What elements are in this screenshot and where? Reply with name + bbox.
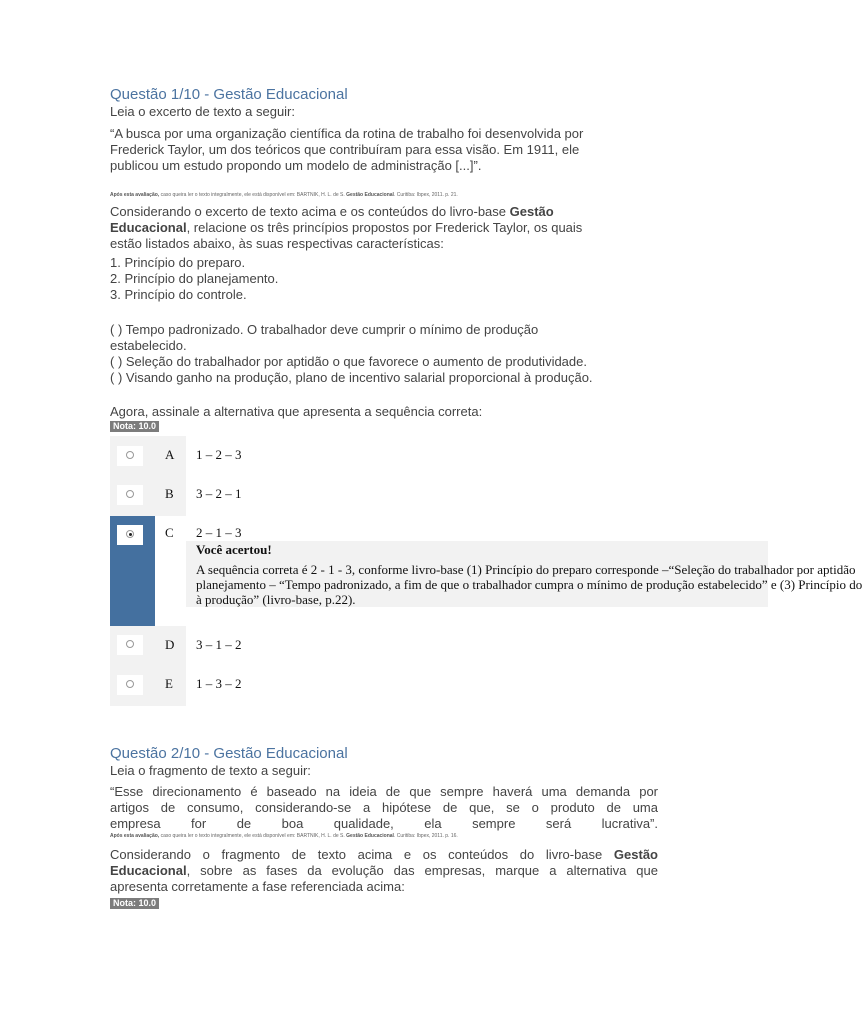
option-text[interactable]: 2 – 1 – 3: [196, 525, 242, 540]
prompt-book-title: Educacional: [110, 220, 187, 235]
quote-line: “Esse direcionamento é baseado na ideia de que sempre haverá uma demanda por: [110, 784, 658, 799]
list-item: ( ) Seleção do trabalhador por aptidão o que favorece o aumento de produtividade.: [110, 354, 587, 369]
option-text[interactable]: 3 – 2 – 1: [196, 486, 242, 501]
option-letter: A: [165, 447, 175, 462]
prompt-book-title: Gestão: [613, 847, 658, 862]
feedback-text: [196, 562, 862, 607]
question-1-title: Questão 1/10 - Gestão Educacional: [110, 86, 348, 103]
option-letter: C: [165, 525, 174, 540]
citation-tail: . Curitiba: Ibpex, 2011. p. 16.: [393, 833, 458, 839]
question-2-title: Questão 2/10 - Gestão Educacional: [110, 745, 348, 762]
option-b-letter-cell: [155, 476, 186, 516]
quote-line: “A busca por uma organização científica da rotina de trabalho foi desenvolvida por: [110, 126, 584, 141]
option-letter: E: [165, 676, 173, 691]
prompt-text: Considerando o fragmento de texto acima e os conteúdos do livro-base: [110, 847, 614, 862]
option-a-radio-cell[interactable]: [110, 436, 155, 476]
prompt-text: apresenta corretamente a fase referenciada acima:: [110, 879, 405, 894]
citation-text: caso queira ler o texto integralmente, ele está disponível em: BARTNIK, H. L. de S.: [159, 833, 347, 839]
quote-line: Frederick Taylor, um dos teóricos que contribuíram para essa visão. Em 1911, ele: [110, 142, 580, 157]
prompt-book-title: Educacional: [110, 863, 187, 878]
citation-book: Gestão Educacional: [346, 192, 394, 198]
quote-line: publicou um estudo propondo um modelo de administração [...]”.: [110, 158, 482, 173]
prompt-text: , sobre as fases da evolução das empresas, marque a alternativa que: [186, 863, 658, 878]
question-1-citation: [110, 192, 458, 198]
principles-list: [110, 255, 278, 303]
citation-book: Gestão Educacional: [346, 833, 394, 839]
feedback-title: Você acertou!: [196, 542, 272, 557]
feedback-line: à produção” (livro-base, p.22).: [196, 592, 356, 607]
option-text[interactable]: 1 – 2 – 3: [196, 447, 242, 462]
quote-line: empresa for de boa qualidade, ela sempre será lucrativa”.: [110, 816, 658, 831]
option-b-radio-cell[interactable]: [110, 476, 155, 516]
citation-text: caso queira ler o texto integralmente, ele está disponível em: BARTNIK, H. L. de S.: [159, 192, 347, 198]
radio-button[interactable]: [126, 490, 134, 498]
option-c-letter-cell: [155, 516, 186, 626]
option-a-letter-cell: [155, 436, 186, 476]
grade-badge: Nota: 10.0: [110, 898, 159, 909]
option-e-radio-cell[interactable]: [110, 666, 155, 706]
citation-lead: Após esta avaliação,: [110, 192, 160, 198]
feedback-line: planejamento – “Tempo padronizado, a fim de que o trabalhador cumpra o mínimo de produção estabelecido” e (3) Princípio do: [196, 577, 862, 592]
question-2-prompt: [110, 847, 658, 895]
option-letter: B: [165, 486, 174, 501]
quote-line: artigos de consumo, considerando-se a hipótese de que, se o produto de uma: [110, 800, 658, 815]
list-item: estabelecido.: [110, 338, 187, 353]
prompt-text: Considerando o excerto de texto acima e os conteúdos do livro-base: [110, 204, 510, 219]
list-item: 2. Princípio do planejamento.: [110, 271, 279, 286]
question-1-quote: [110, 126, 583, 174]
question-2-citation: [110, 833, 458, 839]
option-e-letter-cell: [155, 666, 186, 706]
characteristics-list: [110, 322, 593, 386]
option-c-radio-cell[interactable]: [110, 516, 155, 626]
list-item: 3. Princípio do controle.: [110, 287, 247, 302]
radio-button[interactable]: [126, 680, 134, 688]
citation-tail: . Curitiba: Ibpex, 2011. p. 21.: [393, 192, 458, 198]
question-2-intro: Leia o fragmento de texto a seguir:: [110, 763, 311, 778]
option-text[interactable]: 1 – 3 – 2: [196, 676, 242, 691]
prompt-book-title: Gestão: [509, 204, 554, 219]
list-item: ( ) Visando ganho na produção, plano de incentivo salarial proporcional à produção.: [110, 370, 593, 385]
option-text[interactable]: 3 – 1 – 2: [196, 637, 242, 652]
grade-badge: Nota: 10.0: [110, 421, 159, 432]
option-d-radio-cell[interactable]: [110, 626, 155, 666]
option-d-letter-cell: [155, 626, 186, 666]
radio-button[interactable]: [126, 451, 134, 459]
question-2-quote: [110, 784, 658, 832]
feedback-line: A sequência correta é 2 - 1 - 3, conforme livro-base (1) Princípio do preparo corresponde –“Seleção do trabalhador por aptidão: [196, 562, 856, 577]
prompt-text: , relacione os três princípios propostos por Frederick Taylor, os quais: [186, 220, 583, 235]
citation-lead: Após esta avaliação,: [110, 833, 160, 839]
question-1-intro: Leia o excerto de texto a seguir:: [110, 104, 296, 119]
prompt-text: estão listados abaixo, às suas respectivas características:: [110, 236, 444, 251]
option-letter: D: [165, 637, 175, 652]
question-1-instruction: Agora, assinale a alternativa que apresenta a sequência correta:: [110, 404, 483, 419]
list-item: ( ) Tempo padronizado. O trabalhador deve cumprir o mínimo de produção: [110, 322, 539, 337]
radio-button-selected[interactable]: [126, 530, 134, 538]
list-item: 1. Princípio do preparo.: [110, 255, 246, 270]
question-1-prompt: [110, 204, 582, 252]
feedback-box: [186, 541, 862, 607]
radio-button[interactable]: [126, 640, 134, 648]
